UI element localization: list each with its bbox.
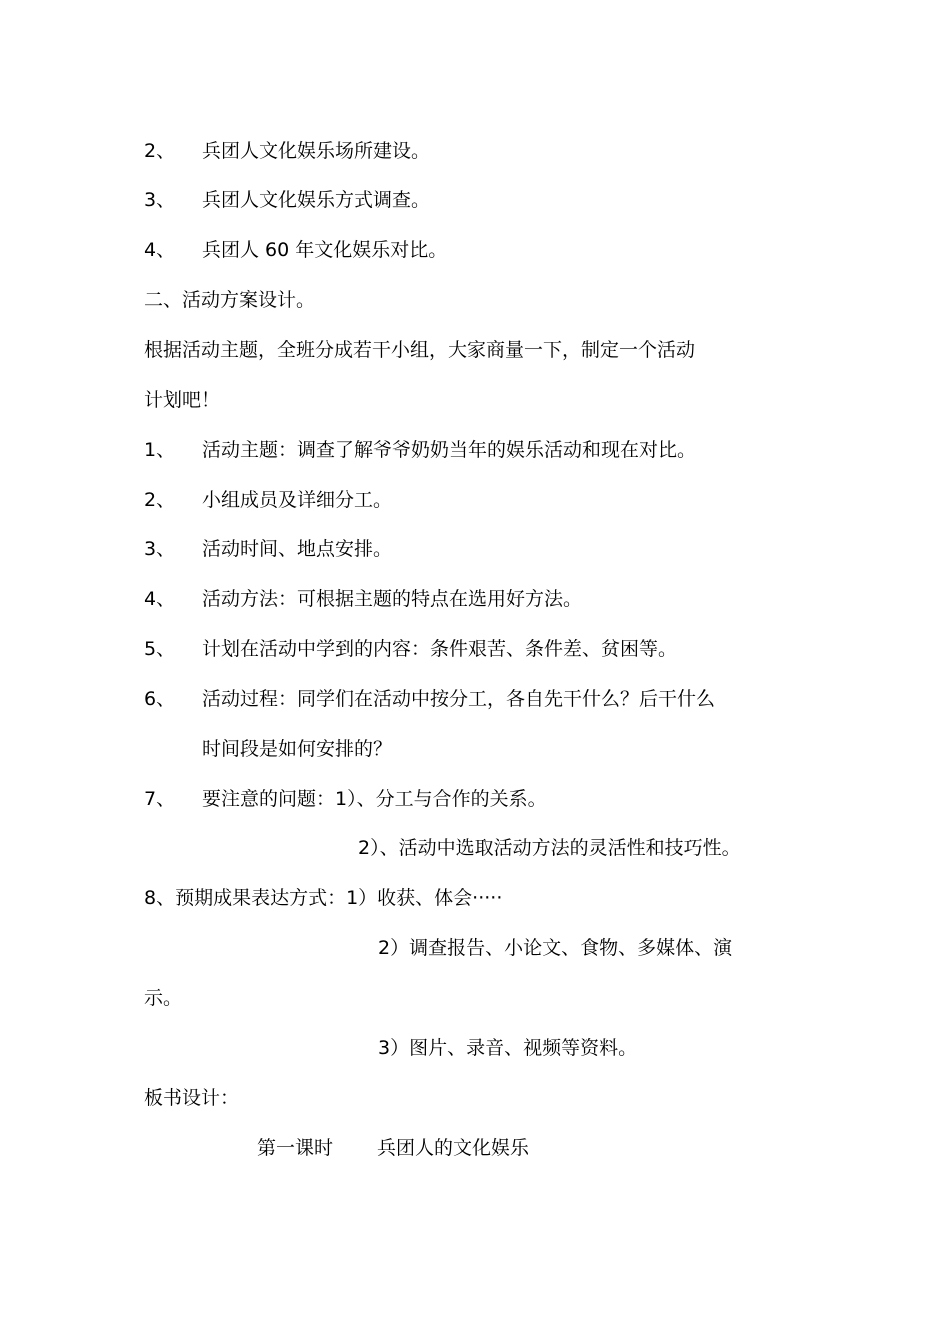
intro-paragraph-line: 根据活动主题，全班分成若干小组，大家商量一下，制定一个活动	[144, 339, 696, 361]
plan-item-number: 3、	[144, 538, 176, 560]
list-item	[144, 186, 430, 214]
plan-item-number: 5、	[144, 638, 176, 660]
plan-subitem: 3）图片、录音、视频等资料。	[378, 1037, 638, 1059]
board-lesson-label: 第一课时	[257, 1137, 334, 1159]
plan-item-number: 6、	[144, 688, 176, 710]
list-item-number: 2、	[144, 140, 176, 162]
plan-item-continuation	[144, 735, 392, 763]
plan-subitem-continuation: 示。	[144, 987, 183, 1009]
section-heading: 二、活动方案设计。	[144, 289, 316, 311]
plan-item-text: 活动过程：同学们在活动中按分工，各自先干什么？后干什么	[202, 688, 716, 710]
list-item	[144, 236, 447, 264]
plan-item-text: 活动时间、地点安排。	[202, 538, 393, 560]
list-item-text: 兵团人文化娱乐场所建设。	[202, 140, 431, 162]
plan-item	[144, 436, 696, 464]
plan-item: 8、预期成果表达方式：1）收获、体会·····	[144, 887, 503, 909]
plan-item-text: 计划在活动中学到的内容：条件艰苦、条件差、贫困等。	[202, 638, 678, 660]
plan-item	[144, 785, 547, 813]
plan-item-number: 2、	[144, 489, 176, 511]
plan-item	[144, 585, 582, 613]
plan-item	[144, 685, 715, 713]
list-item-number: 3、	[144, 189, 176, 211]
plan-item-text: 要注意的问题：1）、分工与合作的关系。	[202, 788, 547, 810]
plan-subitem: 2）、活动中选取活动方法的灵活性和技巧性。	[358, 837, 741, 859]
board-lesson-title: 兵团人的文化娱乐	[377, 1137, 530, 1159]
plan-item-text: 活动主题：调查了解爷爷奶奶当年的娱乐活动和现在对比。	[202, 439, 697, 461]
list-item-number: 4、	[144, 239, 176, 261]
plan-item-text: 小组成员及详细分工。	[202, 489, 393, 511]
plan-subitem: 2）调查报告、小论文、食物、多媒体、演	[378, 937, 733, 959]
plan-item	[144, 486, 392, 514]
intro-paragraph-line: 计划吧！	[144, 389, 221, 411]
plan-item-number: 7、	[144, 788, 176, 810]
list-item-text: 兵团人 60 年文化娱乐对比。	[202, 239, 448, 261]
plan-item-text: 时间段是如何安排的？	[202, 738, 393, 760]
plan-item	[144, 635, 677, 663]
board-design-title	[257, 1134, 529, 1162]
list-item-text: 兵团人文化娱乐方式调查。	[202, 189, 431, 211]
list-item	[144, 137, 430, 165]
plan-item-number: 1、	[144, 439, 176, 461]
plan-item-text: 活动方法：可根据主题的特点在选用好方法。	[202, 588, 583, 610]
plan-item-number: 4、	[144, 588, 176, 610]
board-design-heading: 板书设计：	[144, 1087, 240, 1109]
plan-item	[144, 535, 392, 563]
